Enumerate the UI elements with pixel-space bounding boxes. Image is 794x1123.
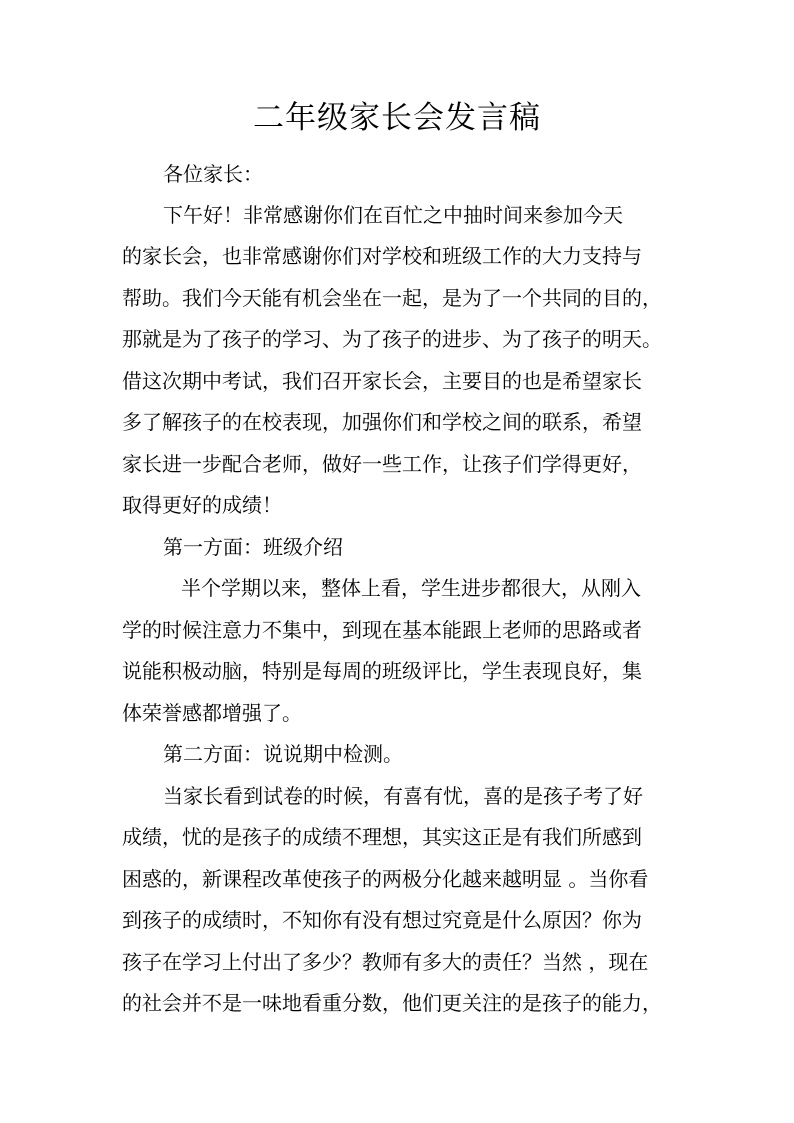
salutation-line: 各位家长： <box>163 162 263 186</box>
text-line: 家长进一步配合老师，做好一些工作，让孩子们学得更好， <box>122 452 642 476</box>
section-heading-2: 第二方面：说说期中检测。 <box>163 742 403 766</box>
text-line: 体荣誉感都增强了。 <box>122 701 302 725</box>
text-line: 学的时候注意力不集中，到现在基本能跟上老师的思路或者 <box>122 618 642 642</box>
text-line: 取得更好的成绩！ <box>122 493 282 517</box>
text-line: 孩子在学习上付出了多少？教师有多大的责任？当然 ，现在 <box>122 950 649 974</box>
text-line: 成绩，忧的是孩子的成绩不理想，其实这正是有我们所感到 <box>122 825 642 849</box>
text-line: 借这次期中考试，我们召开家长会，主要目的也是希望家长 <box>122 369 642 393</box>
text-line: 说能积极动脑，特别是每周的班级评比，学生表现良好，集 <box>122 659 642 683</box>
document-title: 二年级家长会发言稿 <box>253 100 541 136</box>
text-line: 的家长会，也非常感谢你们对学校和班级工作的大力支持与 <box>122 244 642 268</box>
text-line: 到孩子的成绩时，不知你有没有想过究竟是什么原因？你为 <box>122 908 642 932</box>
text-line: 当家长看到试卷的时候，有喜有忧，喜的是孩子考了好 <box>163 784 643 808</box>
section-heading-1: 第一方面：班级介绍 <box>163 535 343 559</box>
text-line: 多了解孩子的在校表现，加强你们和学校之间的联系，希望 <box>122 410 642 434</box>
text-line: 下午好！非常感谢你们在百忙之中抽时间来参加今天 <box>163 203 623 227</box>
text-line: 半个学期以来，整体上看，学生进步都很大，从刚入 <box>181 576 641 600</box>
text-line: 那就是为了孩子的学习、为了孩子的进步、为了孩子的明天。 <box>122 327 662 351</box>
text-line: 困惑的，新课程改革使孩子的两极分化越来越明显 。当你看 <box>122 867 649 891</box>
text-line: 的社会并不是一味地看重分数，他们更关注的是孩子的能力， <box>122 991 662 1015</box>
text-line: 帮助。我们今天能有机会坐在一起，是为了一个共同的目的， <box>122 286 662 310</box>
